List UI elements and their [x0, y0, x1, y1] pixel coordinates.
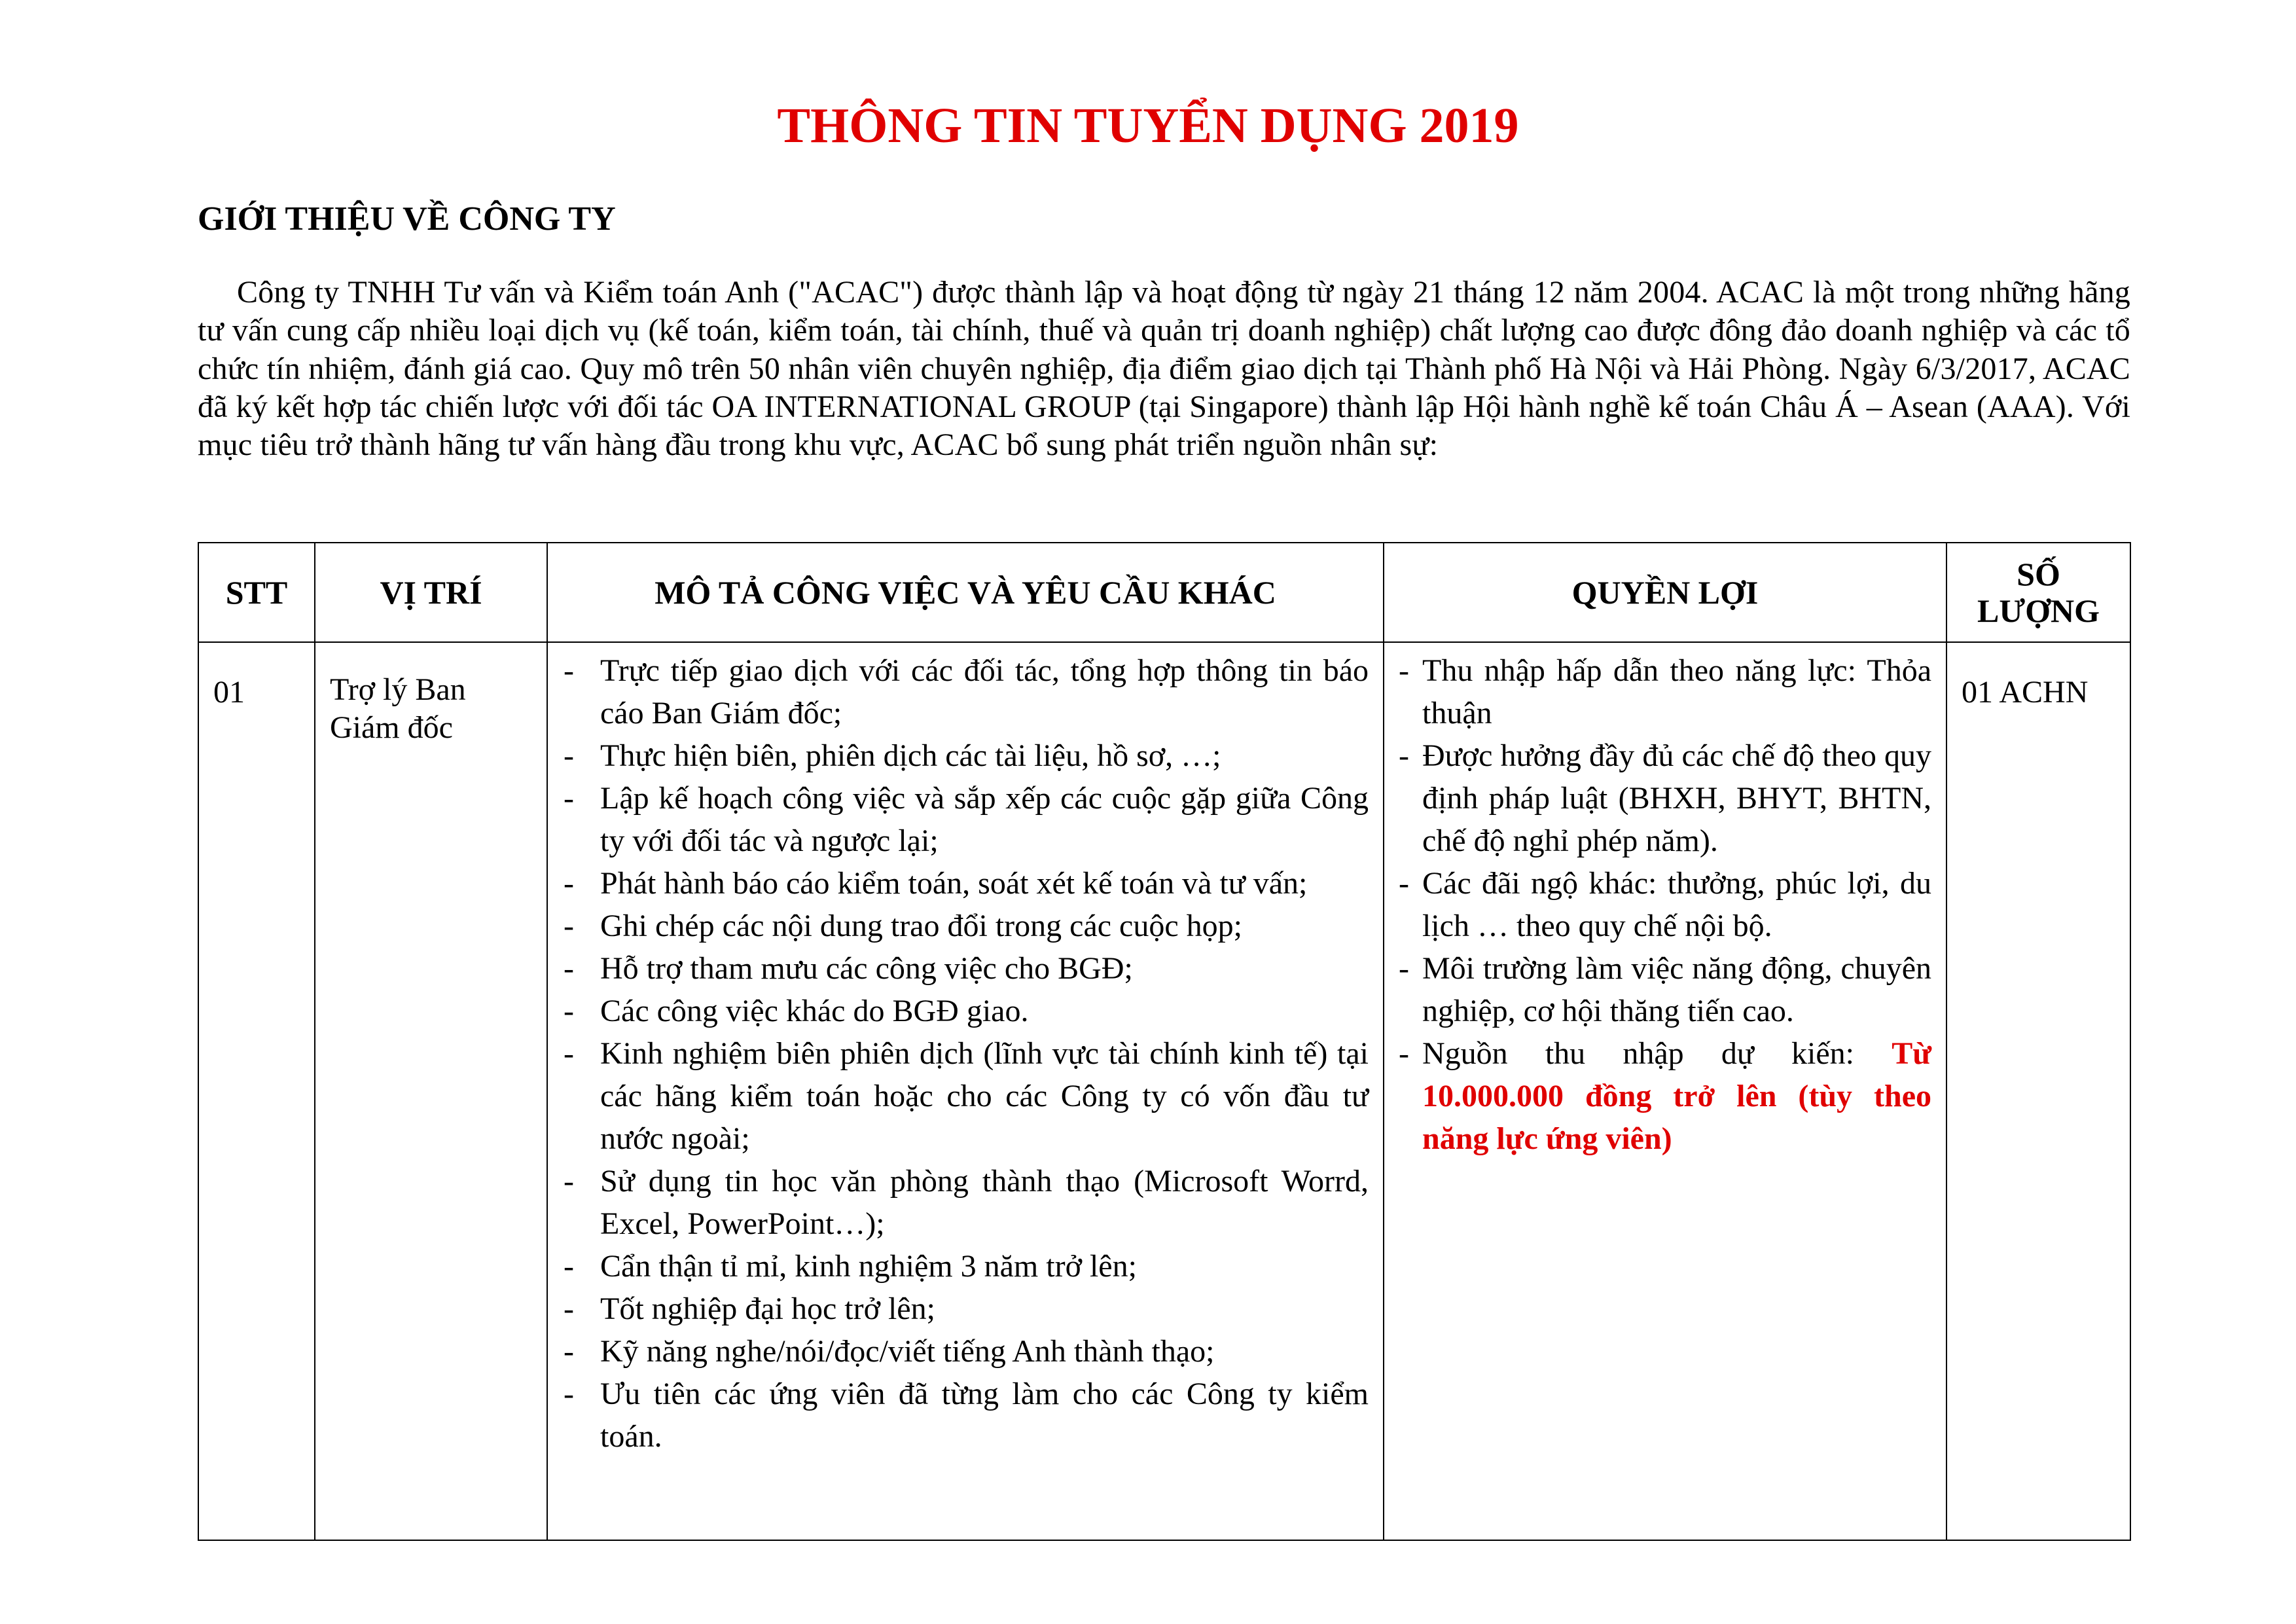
header-position: VỊ TRÍ	[315, 543, 547, 642]
header-description: MÔ TẢ CÔNG VIỆC VÀ YÊU CẦU KHÁC	[547, 543, 1384, 642]
document-title: THÔNG TIN TUYỂN DỤNG 2019	[777, 98, 1519, 153]
list-item: - Môi trường làm việc năng động, chuyên nghiệp, cơ hội thăng tiến cao.	[1399, 951, 1931, 1028]
cell-description	[547, 642, 1384, 1540]
list-item: - Các công việc khác do BGĐ giao.	[564, 994, 1029, 1028]
list-item: - Được hưởng đầy đủ các chế độ theo quy định pháp luật (BHXH, BHYT, BHTN, chế độ nghỉ phép năm).	[1399, 738, 1931, 858]
list-item: - Sử dụng tin học văn phòng thành thạo (Microsoft Worrd, Excel, PowerPoint…);	[564, 1164, 1369, 1241]
benefits-list	[1384, 649, 1931, 1160]
list-item: - Thu nhập hấp dẫn theo năng lực: Thỏa thuận	[1399, 653, 1931, 731]
list-item: - Hỗ trợ tham mưu các công việc cho BGĐ;	[564, 951, 1133, 986]
list-item: - Tốt nghiệp đại học trở lên;	[564, 1291, 935, 1326]
income-label: Nguồn thu nhập dự kiến:	[1422, 1036, 1854, 1071]
list-item: - Trực tiếp giao dịch với các đối tác, tổng hợp thông tin báo cáo Ban Giám đốc;	[564, 653, 1369, 731]
header-stt: STT	[198, 543, 315, 642]
cell-stt: 01	[198, 642, 315, 1540]
list-item: - Kỹ năng nghe/nói/đọc/viết tiếng Anh thành thạo;	[564, 1334, 1215, 1369]
list-item: - Lập kế hoạch công việc và sắp xếp các cuộc gặp giữa Công ty với đối tác và ngược lại;	[564, 781, 1369, 858]
list-item: - Thực hiện biên, phiên dịch các tài liệu, hồ sơ, …;	[564, 738, 1221, 773]
income-value: Từ 10.000.000 đồng trở lên (tùy theo năng lực ứng viên)	[1422, 1036, 1932, 1156]
position-text: Trợ lý Ban Giám đốc	[330, 672, 466, 745]
table-row	[198, 642, 2130, 1540]
table-header-row	[198, 543, 2130, 642]
jobs-table	[198, 542, 2131, 1541]
description-list	[548, 649, 1369, 1458]
list-item: - Nguồn thu nhập dự kiến: Từ 10.000.000 đồng trở lên (tùy theo năng lực ứng viên)	[1399, 1036, 1932, 1156]
header-benefits: QUYỀN LỢI	[1384, 543, 1946, 642]
intro-paragraph: Công ty TNHH Tư vấn và Kiểm toán Anh ("ACAC") được thành lập và hoạt động từ ngày 21 tháng 12 năm 2004. ACAC là một trong những hãng tư vấn cung cấp nhiều loại dịch vụ (kế toán, kiểm toán, tài chính, thuế và quản trị doanh nghiệp) chất lượng cao được đông đảo doanh nghiệp và các tổ chức tín nhiệm, đánh giá cao. Quy mô trên 50 nhân viên chuyên nghiệp, địa điểm giao dịch tại Thành phố Hà Nội và Hải Phòng. Ngày 6/3/2017, ACAC đã ký kết hợp tác chiến lược với đối tác OA INTERNATIONAL GROUP (tại Singapore) thành lập Hội hành nghề kế toán Châu Á – Asean (AAA). Với mục tiêu trở thành hãng tư vấn hàng đầu trong khu vực, ACAC bổ sung phát triển nguồn nhân sự:	[198, 275, 2130, 463]
header-quantity: SỐ LƯỢNG	[1946, 543, 2130, 642]
list-item: - Phát hành báo cáo kiểm toán, soát xét kế toán và tư vấn;	[564, 866, 1308, 901]
cell-position	[315, 642, 547, 1540]
cell-benefits	[1384, 642, 1946, 1540]
section-heading: GIỚI THIỆU VỀ CÔNG TY	[198, 200, 616, 238]
list-item: - Kinh nghiệm biên phiên dịch (lĩnh vực tài chính kinh tế) tại các hãng kiểm toán hoặc cho các Công ty có vốn đầu tư nước ngoài;	[564, 1036, 1369, 1156]
list-item: - Cẩn thận tỉ mỉ, kinh nghiệm 3 năm trở lên;	[564, 1249, 1137, 1284]
list-item: - Ưu tiên các ứng viên đã từng làm cho các Công ty kiểm toán.	[564, 1377, 1369, 1454]
cell-quantity: 01 ACHN	[1946, 642, 2130, 1540]
list-item: - Các đãi ngộ khác: thưởng, phúc lợi, du lịch … theo quy chế nội bộ.	[1399, 866, 1931, 943]
list-item: - Ghi chép các nội dung trao đổi trong các cuộc họp;	[564, 909, 1242, 943]
